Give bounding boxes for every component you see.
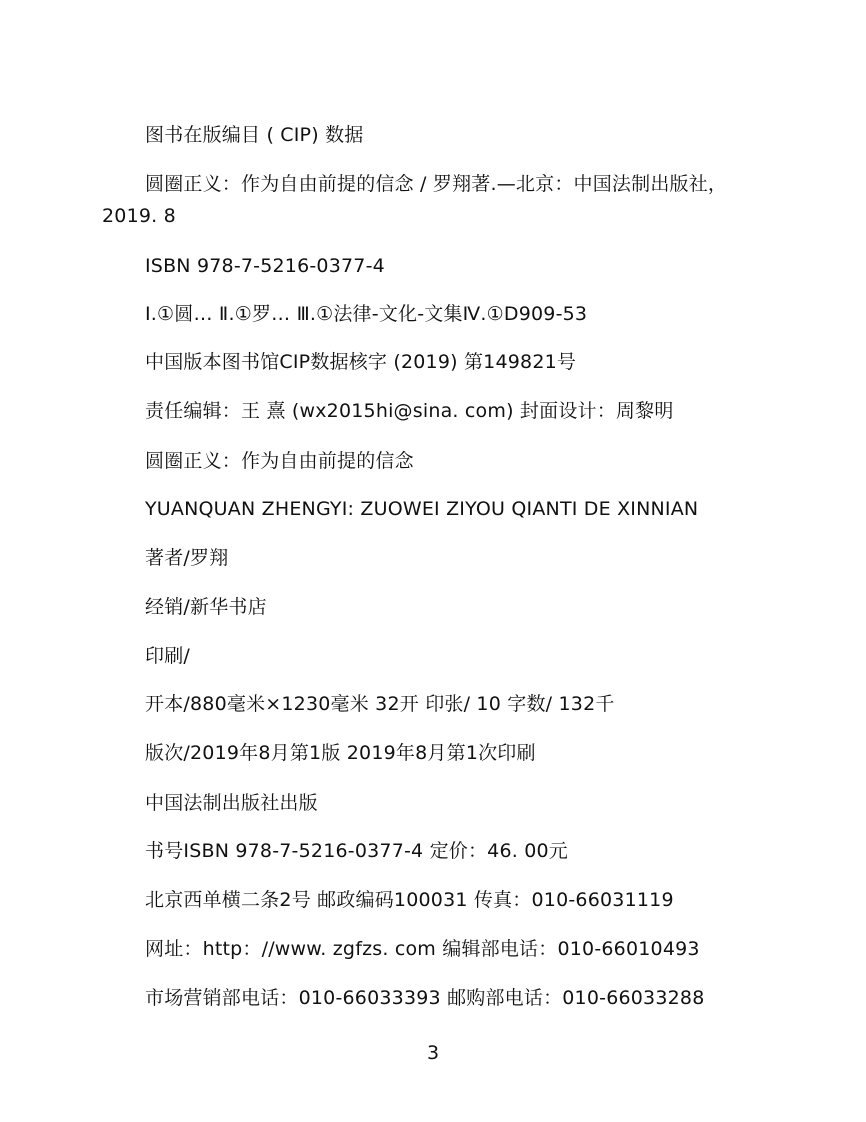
cip-classification: Ⅰ.①圆… Ⅱ.①罗… Ⅲ.①法律-文化-文集Ⅳ.①D909-53 (145, 303, 588, 325)
book-distributor: 经销/新华书店 (145, 596, 267, 618)
publisher-website: 网址：http：//www. zgfzs. com 编辑部电话：010-66010493 (145, 938, 700, 960)
book-format: 开本/880毫米×1230毫米 32开 印张/ 10 字数/ 132千 (145, 693, 615, 715)
cip-record: 圆圈正义：作为自由前提的信念 / 罗翔著.—北京：中国法制出版社，2019. 8 (102, 173, 728, 227)
book-publisher: 中国法制出版社出版 (145, 792, 318, 814)
cip-heading: 图书在版编目 ( CIP) 数据 (145, 124, 364, 146)
book-author: 著者/罗翔 (145, 547, 229, 569)
publisher-phones: 市场营销部电话：010-66033393 邮购部电话：010-66033288 (145, 987, 705, 1009)
book-isbn-price: 书号ISBN 978-7-5216-0377-4 定价：46. 00元 (145, 840, 568, 862)
page-number: 3 (426, 1042, 440, 1064)
cip-verification: 中国版本图书馆CIP数据核字 (2019) 第149821号 (145, 351, 577, 373)
book-title-pinyin: YUANQUAN ZHENGYI: ZUOWEI ZIYOU QIANTI DE XINNIAN (145, 498, 699, 520)
book-edition: 版次/2019年8月第1版 2019年8月第1次印刷 (145, 742, 536, 764)
publisher-address: 北京西单横二条2号 邮政编码100031 传真：010-66031119 (145, 889, 674, 911)
book-title-cn: 圆圈正义：作为自由前提的信念 (145, 450, 414, 472)
cip-isbn: ISBN 978-7-5216-0377-4 (145, 255, 385, 277)
book-printer: 印刷/ (145, 645, 191, 667)
editor-designer-credits: 责任编辑：王 熹 (wx2015hi@sina. com) 封面设计：周黎明 (145, 400, 674, 422)
